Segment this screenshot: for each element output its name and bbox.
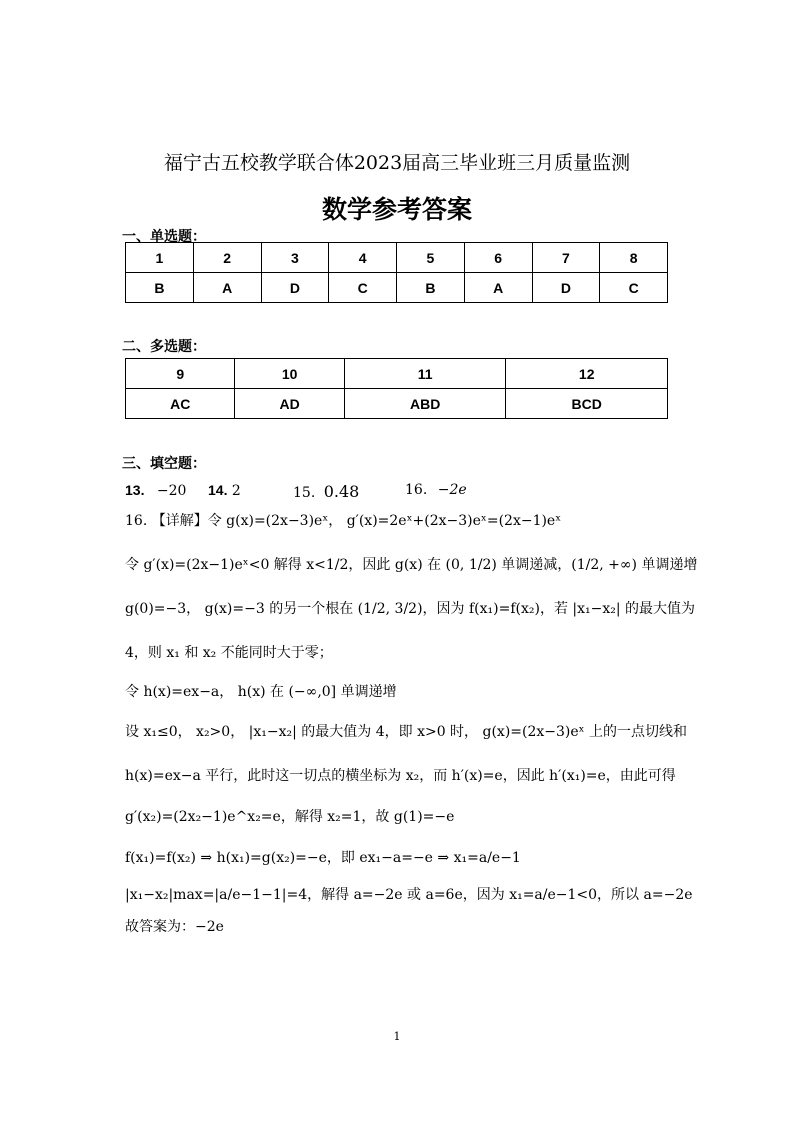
fill-answer: 0.48 xyxy=(323,482,360,501)
solution-line: h(x)=ex−a 平行，此时这一切点的横坐标为 x₂，而 h′(x)=e，因此 h′(x₁)=e，由此可得 xyxy=(125,768,676,784)
answer-cell: C xyxy=(600,273,668,303)
fill-number: 16. xyxy=(405,482,428,498)
fill-answer-14 xyxy=(208,482,241,499)
answer-cell: AD xyxy=(235,389,344,419)
answer-cell: D xyxy=(532,273,600,303)
answer-cell: B xyxy=(126,273,194,303)
question-number: 12 xyxy=(506,359,668,389)
solution-line: 令 g′(x)=(2x−1)eˣ<0 解得 x<1/2，因此 g(x) 在 (0, 1/2) 单调递减，(1/2, +∞) 单调递增 xyxy=(125,557,698,573)
question-number: 3 xyxy=(261,243,329,273)
fill-answer-13 xyxy=(125,482,186,499)
question-number: 7 xyxy=(532,243,600,273)
solution-line: g′(x₂)=(2x₂−1)e^x₂=e，解得 x₂=1，故 g(1)=−e xyxy=(125,809,455,825)
table-row xyxy=(126,243,668,273)
question-number: 5 xyxy=(397,243,465,273)
document-title: 福宁古五校教学联合体2023届高三毕业班三月质量监测 xyxy=(163,152,631,174)
document-subtitle: 数学参考答案 xyxy=(321,195,472,224)
answer-cell: ABD xyxy=(344,389,506,419)
table-row xyxy=(126,389,668,419)
section-heading-multi-choice: 二、多选题： xyxy=(122,339,206,355)
fill-number: 13. xyxy=(125,482,145,498)
question-number: 9 xyxy=(126,359,235,389)
fill-answer: −2e xyxy=(437,482,467,498)
fill-answer: −20 xyxy=(156,483,187,499)
question-number: 6 xyxy=(464,243,532,273)
answer-cell: D xyxy=(261,273,329,303)
fill-answer: 2 xyxy=(231,483,241,499)
solution-line: 4，则 x₁ 和 x₂ 不能同时大于零； xyxy=(125,645,333,661)
question-number: 4 xyxy=(329,243,397,273)
solution-line: |x₁−x₂|max=|a/e−1−1|=4，解得 a=−2e 或 a=6e，因为 x₁=a/e−1<0，所以 a=−2e xyxy=(125,887,693,903)
fill-number: 15. xyxy=(293,485,316,501)
section-heading-fill-in: 三、填空题： xyxy=(122,456,206,472)
solution-line: 故答案为：−2e xyxy=(125,919,224,935)
question-number: 11 xyxy=(344,359,506,389)
single-choice-answer-table xyxy=(125,242,668,303)
solution-line: g(0)=−3， g(x)=−3 的另一个根在 (1/2, 3/2)，因为 f(x₁)=f(x₂)，若 |x₁−x₂| 的最大值为 xyxy=(125,601,696,617)
answer-cell: A xyxy=(193,273,261,303)
section-heading-single-choice: 一、单选题： xyxy=(122,229,206,245)
question-number: 1 xyxy=(126,243,194,273)
solution-line: f(x₁)=f(x₂) ⇒ h(x₁)=g(x₂)=−e，即 ex₁−a=−e ⇒ x₁=a/e−1 xyxy=(125,850,521,866)
answer-cell: C xyxy=(329,273,397,303)
fill-answer-15 xyxy=(293,482,359,501)
multi-choice-answer-table xyxy=(125,358,668,419)
solution-line: 设 x₁≤0， x₂>0， |x₁−x₂| 的最大值为 4，即 x>0 时， g(x)=(2x−3)eˣ 上的一点切线和 xyxy=(125,724,688,740)
question-number: 8 xyxy=(600,243,668,273)
solution-line: 16. 【详解】令 g(x)=(2x−3)eˣ， g′(x)=2eˣ+(2x−3)eˣ=(2x−1)eˣ xyxy=(125,513,562,529)
answer-cell: B xyxy=(397,273,465,303)
table-row xyxy=(126,273,668,303)
solution-line: 令 h(x)=ex−a， h(x) 在 (−∞,0] 单调递增 xyxy=(125,684,397,700)
table-row xyxy=(126,359,668,389)
fill-answer-16 xyxy=(405,482,467,498)
answer-cell: AC xyxy=(126,389,235,419)
answer-cell: BCD xyxy=(506,389,668,419)
question-number: 2 xyxy=(193,243,261,273)
page-number: 1 xyxy=(393,1030,401,1043)
fill-number: 14. xyxy=(208,482,228,498)
answer-cell: A xyxy=(464,273,532,303)
question-number: 10 xyxy=(235,359,344,389)
